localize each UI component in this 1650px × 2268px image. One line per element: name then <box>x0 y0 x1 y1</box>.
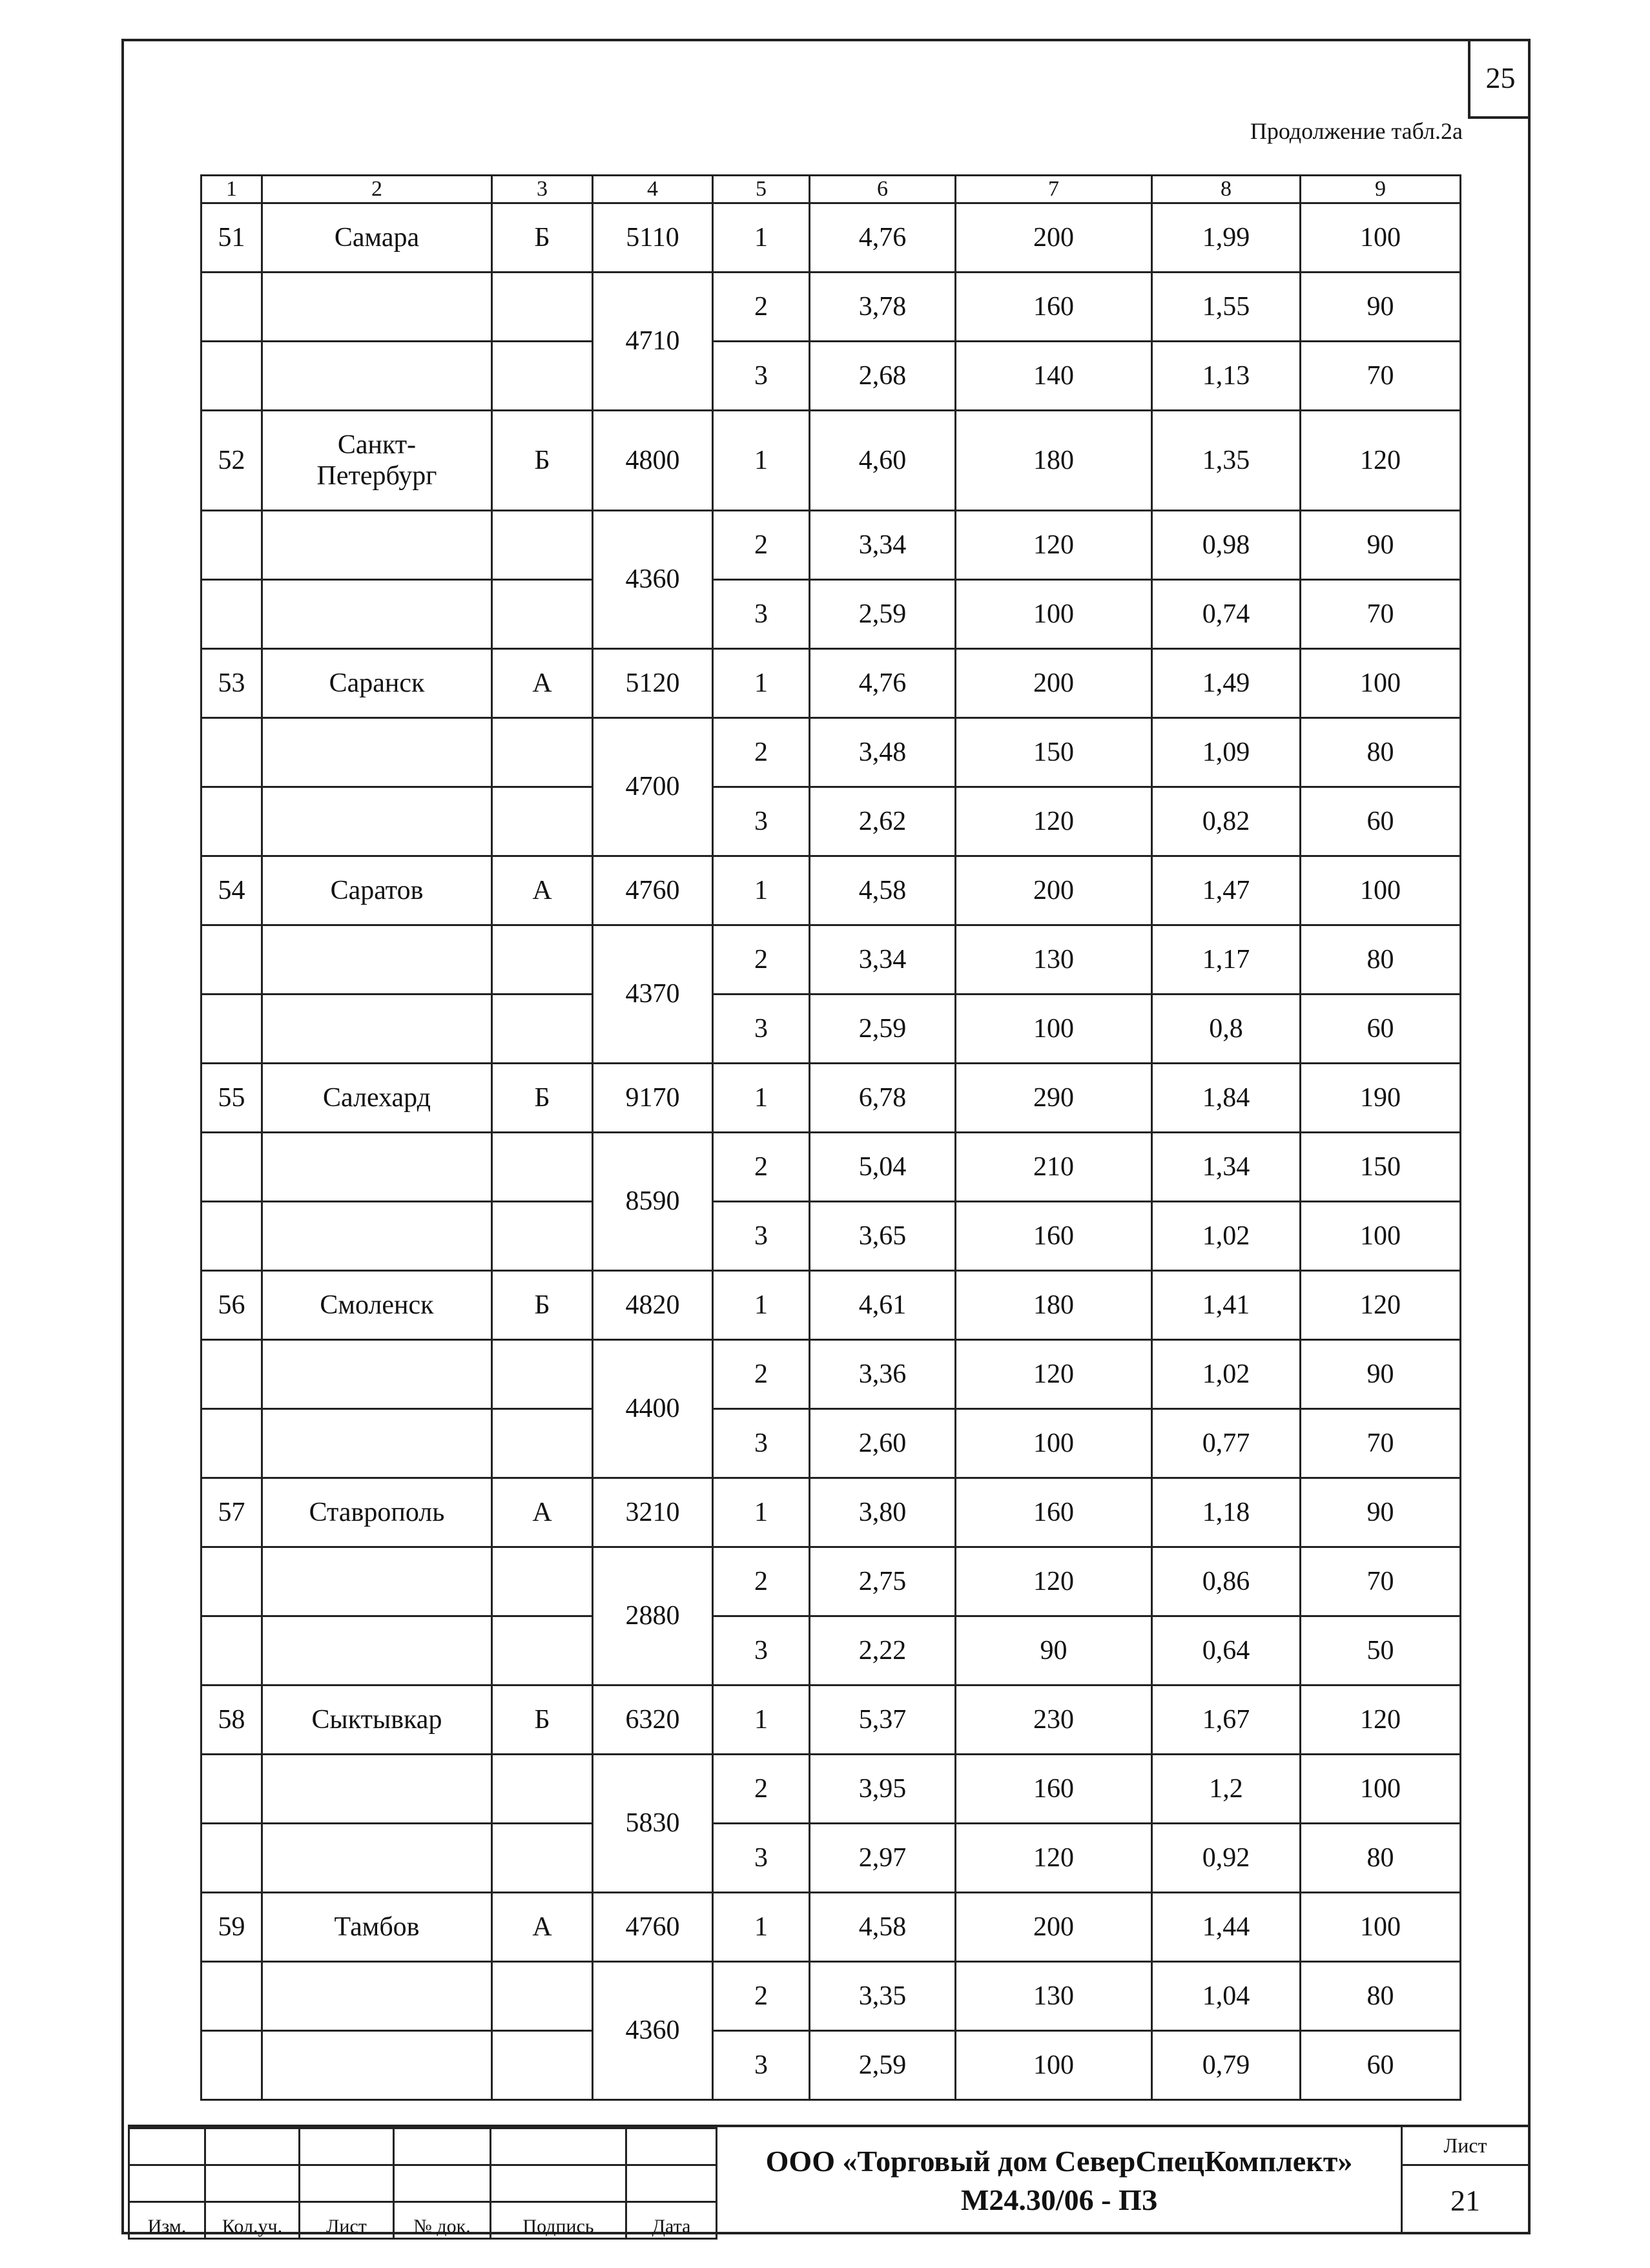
table-cell: 2,68 <box>810 342 956 411</box>
table-row <box>201 1824 1461 1893</box>
table-cell: 5,37 <box>810 1686 956 1755</box>
table-cell <box>201 511 262 580</box>
table-cell: 200 <box>956 856 1152 925</box>
table-cell: 0,8 <box>1152 995 1301 1064</box>
table-cell: 0,86 <box>1152 1547 1301 1616</box>
table-cell: Саратов <box>262 856 492 925</box>
table-cell: 1 <box>713 203 810 273</box>
table-cell: 4360 <box>593 1962 713 2100</box>
table-row <box>201 1616 1461 1686</box>
table-cell: 160 <box>956 1202 1152 1271</box>
table-cell: 150 <box>956 718 1152 787</box>
table-cell: 180 <box>956 1271 1152 1340</box>
table-cell: 2,22 <box>810 1616 956 1686</box>
table-cell <box>262 273 492 342</box>
table-cell: 120 <box>956 1824 1152 1893</box>
table-cell: 55 <box>201 1064 262 1133</box>
table-cell: 1 <box>713 1271 810 1340</box>
column-number: 6 <box>810 176 956 203</box>
table-cell: 2 <box>713 1962 810 2031</box>
table-cell: 8590 <box>593 1133 713 1271</box>
table-cell <box>201 1755 262 1824</box>
column-number: 4 <box>593 176 713 203</box>
document-code: М24.30/06 - ПЗ <box>960 2183 1158 2216</box>
table-cell: 1,55 <box>1152 273 1301 342</box>
table-cell: 100 <box>1301 1202 1461 1271</box>
table-cell: 1,02 <box>1152 1202 1301 1271</box>
stamp-label: Дата <box>626 2202 717 2239</box>
table-cell <box>262 925 492 995</box>
table-cell: 1,99 <box>1152 203 1301 273</box>
table-cell: 90 <box>1301 1478 1461 1547</box>
table-cell: 50 <box>1301 1616 1461 1686</box>
table-cell: 1,09 <box>1152 718 1301 787</box>
table-cell: 4360 <box>593 511 713 649</box>
table-cell: 5830 <box>593 1755 713 1893</box>
table-cell: 180 <box>956 411 1152 511</box>
stamp-label: Подпись <box>491 2202 626 2239</box>
table-cell: Ставрополь <box>262 1478 492 1547</box>
table-cell: 2,60 <box>810 1409 956 1478</box>
table-cell: Б <box>492 411 593 511</box>
table-cell: 60 <box>1301 787 1461 856</box>
table-cell: 1,2 <box>1152 1755 1301 1824</box>
table-cell: 57 <box>201 1478 262 1547</box>
column-number: 9 <box>1301 176 1461 203</box>
table-cell <box>201 1547 262 1616</box>
table-cell: Б <box>492 1064 593 1133</box>
table-cell: 2 <box>713 1755 810 1824</box>
table-cell: 120 <box>956 787 1152 856</box>
table-cell: 1,34 <box>1152 1133 1301 1202</box>
table-cell: 5,04 <box>810 1133 956 1202</box>
table-cell: А <box>492 649 593 718</box>
table-cell: 100 <box>1301 1893 1461 1962</box>
data-table <box>200 174 1461 2101</box>
table-cell: 4,76 <box>810 649 956 718</box>
table-cell: 60 <box>1301 995 1461 1064</box>
continuation-label: Продолжение табл.2а <box>1250 118 1463 144</box>
table-cell <box>262 580 492 649</box>
page-number: 25 <box>1468 39 1531 119</box>
table-cell <box>201 718 262 787</box>
table-cell: 1 <box>713 1893 810 1962</box>
table-cell: 4400 <box>593 1340 713 1478</box>
table-cell: 1,47 <box>1152 856 1301 925</box>
table-cell: 4,60 <box>810 411 956 511</box>
table-cell: 80 <box>1301 1824 1461 1893</box>
column-number: 7 <box>956 176 1152 203</box>
table-row <box>201 1133 1461 1202</box>
table-cell: 2 <box>713 1547 810 1616</box>
table-cell: 120 <box>1301 1271 1461 1340</box>
table-cell: 100 <box>956 580 1152 649</box>
table-cell: 5110 <box>593 203 713 273</box>
sheet-number: 21 <box>1450 2183 1480 2217</box>
table-cell: 1,18 <box>1152 1478 1301 1547</box>
table-cell: 1,49 <box>1152 649 1301 718</box>
table-cell: 2 <box>713 273 810 342</box>
table-cell <box>492 511 593 580</box>
table-cell <box>262 1133 492 1202</box>
table-cell: 3 <box>713 1202 810 1271</box>
table-cell <box>262 1616 492 1686</box>
table-cell: 160 <box>956 1478 1152 1547</box>
table-cell <box>492 1340 593 1409</box>
table-cell <box>262 787 492 856</box>
table-row <box>201 511 1461 580</box>
table-row <box>201 273 1461 342</box>
table-cell: Саранск <box>262 649 492 718</box>
stamp-title <box>716 2127 1403 2234</box>
table-cell: 100 <box>1301 203 1461 273</box>
table-cell: 3,78 <box>810 273 956 342</box>
table-row <box>201 1547 1461 1616</box>
table-row <box>201 649 1461 718</box>
table-cell: 6,78 <box>810 1064 956 1133</box>
column-number: 8 <box>1152 176 1301 203</box>
table-cell: 120 <box>1301 1686 1461 1755</box>
table-cell: 140 <box>956 342 1152 411</box>
table-cell: 190 <box>1301 1064 1461 1133</box>
table-cell: Б <box>492 1686 593 1755</box>
table-cell: 2 <box>713 718 810 787</box>
table-row <box>201 411 1461 511</box>
table-cell: 90 <box>956 1616 1152 1686</box>
table-cell: 56 <box>201 1271 262 1340</box>
table-cell <box>492 273 593 342</box>
table-cell: 4700 <box>593 718 713 856</box>
table-cell: 1,13 <box>1152 342 1301 411</box>
table-cell <box>201 580 262 649</box>
table-cell: 2,75 <box>810 1547 956 1616</box>
table-cell: 2 <box>713 925 810 995</box>
table-cell: 53 <box>201 649 262 718</box>
table-cell <box>492 342 593 411</box>
table-cell: 120 <box>956 511 1152 580</box>
table-cell <box>201 273 262 342</box>
table-cell: 4760 <box>593 856 713 925</box>
table-cell: 4,58 <box>810 1893 956 1962</box>
table-cell: 90 <box>1301 273 1461 342</box>
table-cell: 100 <box>956 2031 1152 2100</box>
table-cell: 70 <box>1301 580 1461 649</box>
table-cell: 6320 <box>593 1686 713 1755</box>
table-cell <box>201 342 262 411</box>
table-cell <box>492 1962 593 2031</box>
table-cell: Сыктывкар <box>262 1686 492 1755</box>
table-cell: 2880 <box>593 1547 713 1686</box>
table-row <box>201 1478 1461 1547</box>
stamp-label: Кол.уч. <box>205 2202 300 2239</box>
table-row <box>201 925 1461 995</box>
table-cell: 210 <box>956 1133 1152 1202</box>
table-cell: 2,59 <box>810 580 956 649</box>
table-cell: 1 <box>713 1064 810 1133</box>
table-cell: 4,76 <box>810 203 956 273</box>
table-cell <box>201 995 262 1064</box>
column-number-row <box>201 176 1461 203</box>
table-cell: Тамбов <box>262 1893 492 1962</box>
stamp-label: № док. <box>394 2202 491 2239</box>
table-cell: Самара <box>262 203 492 273</box>
table-cell: 70 <box>1301 1409 1461 1478</box>
table-cell: А <box>492 856 593 925</box>
table-cell: 3,95 <box>810 1755 956 1824</box>
table-cell: 1 <box>713 411 810 511</box>
table-cell: 2 <box>713 511 810 580</box>
table-cell: 1,44 <box>1152 1893 1301 1962</box>
table-cell: 150 <box>1301 1133 1461 1202</box>
table-row <box>201 718 1461 787</box>
table-cell: 1 <box>713 1686 810 1755</box>
table-cell: 3 <box>713 580 810 649</box>
table-cell: 2,59 <box>810 995 956 1064</box>
table-cell: Смоленск <box>262 1271 492 1340</box>
column-number: 5 <box>713 176 810 203</box>
table-cell: 3 <box>713 995 810 1064</box>
table-cell <box>492 580 593 649</box>
table-cell: 230 <box>956 1686 1152 1755</box>
table-cell <box>262 2031 492 2100</box>
table-cell: 1,41 <box>1152 1271 1301 1340</box>
table-cell: 3 <box>713 342 810 411</box>
table-cell: 0,74 <box>1152 580 1301 649</box>
table-row <box>201 580 1461 649</box>
table-cell: 80 <box>1301 925 1461 995</box>
column-number: 1 <box>201 176 262 203</box>
table-cell: 100 <box>1301 649 1461 718</box>
table-cell: 52 <box>201 411 262 511</box>
table-cell: 3 <box>713 1409 810 1478</box>
table-cell: 100 <box>1301 1755 1461 1824</box>
table-row <box>201 1340 1461 1409</box>
table-row <box>201 342 1461 411</box>
table-row <box>201 203 1461 273</box>
table-cell <box>492 1133 593 1202</box>
table-cell: Санкт-Петербург <box>262 411 492 511</box>
table-row <box>201 856 1461 925</box>
table-cell <box>201 1340 262 1409</box>
table-cell <box>262 1340 492 1409</box>
table-cell: 1,04 <box>1152 1962 1301 2031</box>
table-cell: 70 <box>1301 1547 1461 1616</box>
table-cell: 0,98 <box>1152 511 1301 580</box>
table-cell: 5120 <box>593 649 713 718</box>
table-cell: 60 <box>1301 2031 1461 2100</box>
table-cell: 120 <box>956 1340 1152 1409</box>
table-cell: 3 <box>713 1824 810 1893</box>
table-cell: 1,67 <box>1152 1686 1301 1755</box>
table-cell: А <box>492 1893 593 1962</box>
table-cell: 1,17 <box>1152 925 1301 995</box>
table-cell: 70 <box>1301 342 1461 411</box>
table-cell <box>492 1547 593 1616</box>
column-number: 3 <box>492 176 593 203</box>
table-cell: 120 <box>1301 411 1461 511</box>
table-cell: 200 <box>956 1893 1152 1962</box>
table-cell: 2,97 <box>810 1824 956 1893</box>
table-cell: 3 <box>713 2031 810 2100</box>
table-cell: 200 <box>956 649 1152 718</box>
table-cell: 3,35 <box>810 1962 956 2031</box>
column-number: 2 <box>262 176 492 203</box>
table-cell: 3 <box>713 787 810 856</box>
table-cell: 54 <box>201 856 262 925</box>
table-cell: 4370 <box>593 925 713 1064</box>
table-row <box>201 1755 1461 1824</box>
table-cell: Салехард <box>262 1064 492 1133</box>
table-cell <box>201 1824 262 1893</box>
table-cell <box>262 1755 492 1824</box>
table-cell: 3,36 <box>810 1340 956 1409</box>
table-cell: 100 <box>956 995 1152 1064</box>
stamp-grid <box>128 2127 717 2240</box>
table-cell <box>262 1202 492 1271</box>
table-cell: 130 <box>956 925 1152 995</box>
table-cell: 2,59 <box>810 2031 956 2100</box>
table-cell: 3,48 <box>810 718 956 787</box>
table-cell: 100 <box>1301 856 1461 925</box>
sheet-label: Лист <box>1403 2127 1528 2166</box>
title-block <box>128 2125 1528 2237</box>
table-cell: 3 <box>713 1616 810 1686</box>
table-cell: 4760 <box>593 1893 713 1962</box>
table-cell <box>492 995 593 1064</box>
table-cell <box>492 925 593 995</box>
table-row <box>201 1409 1461 1478</box>
table-cell <box>201 787 262 856</box>
table-row <box>201 1202 1461 1271</box>
table-cell <box>262 511 492 580</box>
table-cell <box>492 1824 593 1893</box>
table-cell <box>201 1962 262 2031</box>
table-cell <box>492 2031 593 2100</box>
table-cell <box>492 1409 593 1478</box>
table-row <box>201 1686 1461 1755</box>
table-cell: 90 <box>1301 511 1461 580</box>
table-cell <box>492 787 593 856</box>
table-cell <box>201 1133 262 1202</box>
table-cell: 4710 <box>593 273 713 411</box>
table-cell: 0,77 <box>1152 1409 1301 1478</box>
table-cell: 80 <box>1301 718 1461 787</box>
table-cell: 3,34 <box>810 925 956 995</box>
table-cell <box>492 1755 593 1824</box>
table-cell: 3,65 <box>810 1202 956 1271</box>
table-cell: 290 <box>956 1064 1152 1133</box>
table-cell: 1,35 <box>1152 411 1301 511</box>
table-cell: 0,79 <box>1152 2031 1301 2100</box>
table-cell: 200 <box>956 203 1152 273</box>
table-row <box>201 2031 1461 2100</box>
table-cell: Б <box>492 1271 593 1340</box>
table-cell: 4,58 <box>810 856 956 925</box>
table-row <box>201 995 1461 1064</box>
table-cell <box>201 1409 262 1478</box>
table-cell: 1,84 <box>1152 1064 1301 1133</box>
table-cell: 2 <box>713 1133 810 1202</box>
table-cell: 4800 <box>593 411 713 511</box>
table-row <box>201 787 1461 856</box>
table-cell: 80 <box>1301 1962 1461 2031</box>
table-cell: 59 <box>201 1893 262 1962</box>
stamp-label: Изм. <box>129 2202 205 2239</box>
table-cell: 58 <box>201 1686 262 1755</box>
table-cell: 3,34 <box>810 511 956 580</box>
table-cell <box>262 718 492 787</box>
table-cell <box>201 1616 262 1686</box>
table-cell: 1 <box>713 856 810 925</box>
table-cell: 160 <box>956 273 1152 342</box>
table-cell: 2 <box>713 1340 810 1409</box>
table-cell: 130 <box>956 1962 1152 2031</box>
table-cell: 2,62 <box>810 787 956 856</box>
table-cell: 100 <box>956 1409 1152 1478</box>
table-cell: 1 <box>713 1478 810 1547</box>
table-cell: 90 <box>1301 1340 1461 1409</box>
table-row <box>201 1962 1461 2031</box>
table-cell <box>201 2031 262 2100</box>
table-cell: 4820 <box>593 1271 713 1340</box>
table-cell <box>492 718 593 787</box>
table-row <box>201 1271 1461 1340</box>
table-cell: 120 <box>956 1547 1152 1616</box>
table-cell: 0,64 <box>1152 1616 1301 1686</box>
table-cell <box>262 342 492 411</box>
table-cell <box>201 1202 262 1271</box>
table-cell: 160 <box>956 1755 1152 1824</box>
company-name: ООО «Торговый дом СеверСпецКомплект» <box>765 2145 1353 2178</box>
table-cell <box>492 1202 593 1271</box>
table-cell: 0,92 <box>1152 1824 1301 1893</box>
table-cell: 3210 <box>593 1478 713 1547</box>
table-cell <box>262 1824 492 1893</box>
table-cell <box>262 995 492 1064</box>
table-cell <box>262 1409 492 1478</box>
table-cell <box>262 1962 492 2031</box>
table-cell: 3,80 <box>810 1478 956 1547</box>
table-row <box>201 1893 1461 1962</box>
table-cell <box>492 1616 593 1686</box>
table-cell: 9170 <box>593 1064 713 1133</box>
table-cell: Б <box>492 203 593 273</box>
table-row <box>201 1064 1461 1133</box>
table-cell: 1 <box>713 649 810 718</box>
table-cell: 0,82 <box>1152 787 1301 856</box>
table-cell <box>262 1547 492 1616</box>
table-cell: 1,02 <box>1152 1340 1301 1409</box>
table-cell <box>201 925 262 995</box>
table-cell: 4,61 <box>810 1271 956 1340</box>
stamp-label: Лист <box>300 2202 394 2239</box>
table-cell: А <box>492 1478 593 1547</box>
table-cell: 51 <box>201 203 262 273</box>
